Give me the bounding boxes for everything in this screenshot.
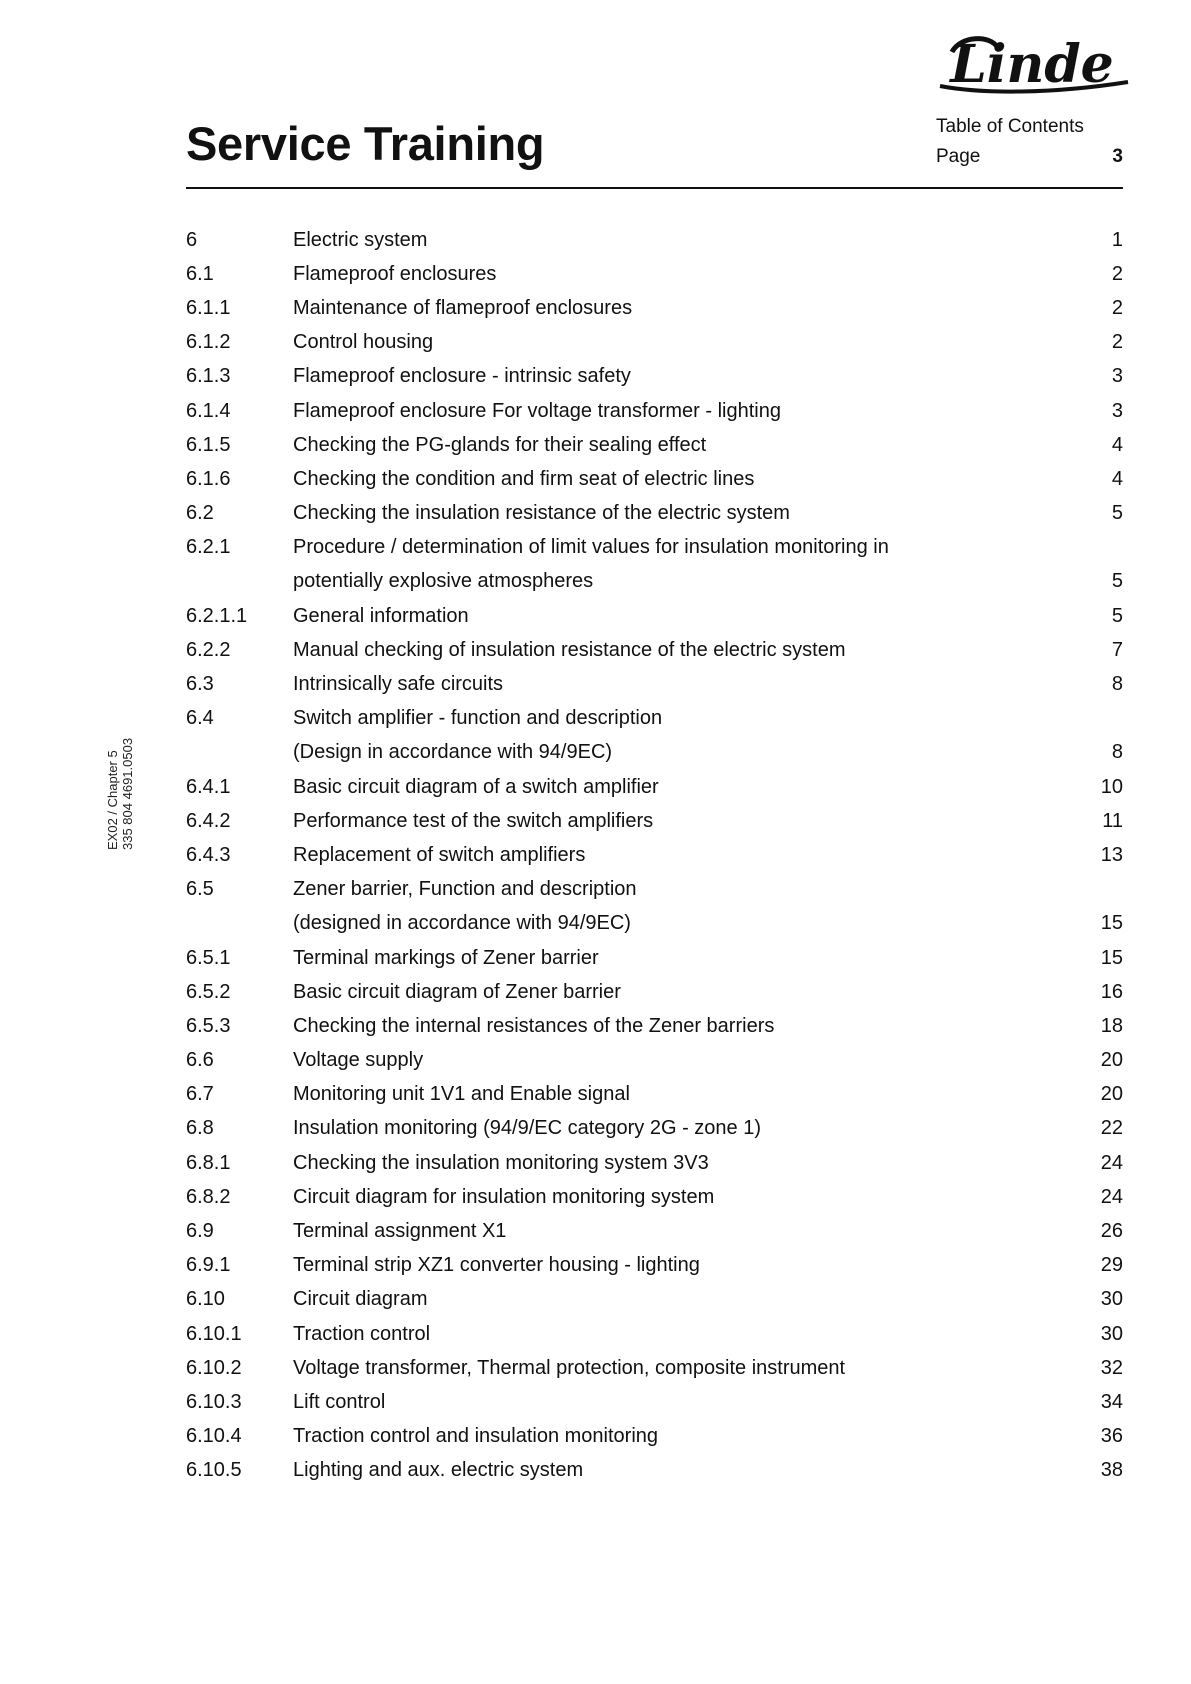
toc-page-number: 8 — [1111, 741, 1123, 764]
toc-entry — [186, 1146, 1123, 1180]
toc-section-title: Terminal markings of Zener barrier — [293, 946, 599, 969]
toc-page-number: 5 — [1111, 604, 1123, 627]
toc-entry — [186, 667, 1123, 701]
toc-entry — [186, 1454, 1123, 1488]
toc-page-number: 3 — [1111, 399, 1123, 422]
toc-section-title: Checking the internal resistances of the Zener barriers — [293, 1014, 775, 1037]
toc-section-number: 6.5 — [186, 878, 214, 901]
toc-page-number: 34 — [1100, 1390, 1123, 1413]
toc-entry — [186, 1249, 1123, 1283]
toc-section-title: (Design in accordance with 94/9EC) — [293, 741, 613, 764]
toc-section-title: Lift control — [293, 1390, 386, 1413]
toc-section-number: 6.10.5 — [186, 1459, 242, 1482]
toc-section-number: 6.4 — [186, 707, 214, 730]
toc-section-title: Maintenance of flameproof enclosures — [293, 296, 633, 319]
header-meta — [936, 112, 1123, 172]
toc-entry — [186, 360, 1123, 394]
toc-section-number: 6 — [186, 228, 198, 251]
toc-entry — [186, 1351, 1123, 1385]
side-note-line-1: EX02 / Chapter 5 — [105, 750, 120, 850]
toc-entry — [186, 531, 1123, 565]
toc-page-number: 5 — [1111, 502, 1123, 525]
toc-section-number: 6.5.1 — [186, 946, 231, 969]
toc-entry — [186, 428, 1123, 462]
toc-section-number: 6.10.2 — [186, 1356, 242, 1379]
toc-page-number: 38 — [1100, 1459, 1123, 1482]
toc-page-number: 2 — [1111, 296, 1123, 319]
toc-section-title: Switch amplifier - function and description — [293, 707, 663, 730]
toc-entry — [186, 497, 1123, 531]
page-number-row — [936, 142, 1123, 172]
toc-page-number: 18 — [1100, 1014, 1123, 1037]
toc-entry — [186, 838, 1123, 872]
toc-section-number: 6.1.5 — [186, 433, 231, 456]
toc-entry — [186, 1317, 1123, 1351]
toc-page-number: 8 — [1111, 673, 1123, 696]
toc-page-number: 30 — [1100, 1288, 1123, 1311]
toc-entry — [186, 736, 1123, 770]
toc-section-number: 6.10.1 — [186, 1322, 242, 1345]
toc-section-number: 6.5.2 — [186, 980, 231, 1003]
toc-entry — [186, 1112, 1123, 1146]
toc-page-number: 3 — [1111, 365, 1123, 388]
toc-entry — [186, 702, 1123, 736]
toc-page-number: 32 — [1100, 1356, 1123, 1379]
toc-page-number: 7 — [1111, 638, 1123, 661]
toc-page-number: 15 — [1100, 946, 1123, 969]
toc-section-title: Basic circuit diagram of a switch amplifier — [293, 775, 659, 798]
toc-section-title: (designed in accordance with 94/9EC) — [293, 912, 631, 935]
toc-page-number: 15 — [1100, 912, 1123, 935]
toc-section-title: Procedure / determination of limit values for insulation monitoring in — [293, 536, 889, 559]
toc-section-title: General information — [293, 604, 469, 627]
toc-page-number: 10 — [1100, 775, 1123, 798]
toc-entry — [186, 804, 1123, 838]
toc-section-title: Circuit diagram — [293, 1288, 428, 1311]
toc-page-number: 13 — [1100, 843, 1123, 866]
page-title: Service Training — [186, 117, 545, 170]
toc-page-number: 24 — [1100, 1151, 1123, 1174]
toc-section-number: 6.1 — [186, 262, 214, 285]
toc-entry — [186, 223, 1123, 257]
toc-page-number: 16 — [1100, 980, 1123, 1003]
svg-text:Linde: Linde — [950, 34, 1114, 95]
toc-entry — [186, 257, 1123, 291]
toc-section-number: 6.10 — [186, 1288, 225, 1311]
toc-section-number: 6.7 — [186, 1083, 214, 1106]
toc-section-number: 6.4.2 — [186, 809, 231, 832]
toc-entry — [186, 1283, 1123, 1317]
toc-section-title: Flameproof enclosures — [293, 262, 497, 285]
toc-page-number: 11 — [1102, 809, 1123, 832]
toc-section-title: Circuit diagram for insulation monitoring system — [293, 1185, 715, 1208]
toc-section-title: Lighting and aux. electric system — [293, 1459, 584, 1482]
toc-entry — [186, 633, 1123, 667]
toc-entry — [186, 873, 1123, 907]
toc-page-number: 20 — [1100, 1049, 1123, 1072]
toc-entry — [186, 565, 1123, 599]
header-divider — [186, 187, 1123, 189]
toc-entry — [186, 1214, 1123, 1248]
toc-section-number: 6.1.4 — [186, 399, 231, 422]
toc-section-number: 6.9.1 — [186, 1254, 231, 1277]
toc-section-number: 6.10.4 — [186, 1425, 242, 1448]
toc-section-title: Monitoring unit 1V1 and Enable signal — [293, 1083, 630, 1106]
toc-section-number: 6.1.6 — [186, 467, 231, 490]
toc-section-title: Checking the insulation monitoring system 3V3 — [293, 1151, 709, 1174]
toc-section-number: 6.2 — [186, 502, 214, 525]
toc-entry — [186, 1385, 1123, 1419]
toc-entry — [186, 941, 1123, 975]
toc-section-number: 6.9 — [186, 1220, 214, 1243]
toc-section-title: Checking the insulation resistance of the electric system — [293, 502, 790, 525]
toc-section-title: Terminal assignment X1 — [293, 1220, 507, 1243]
toc-page-number: 2 — [1111, 262, 1123, 285]
toc-entry — [186, 326, 1123, 360]
toc-page-number: 4 — [1111, 433, 1123, 456]
toc-section-title: Performance test of the switch amplifiers — [293, 809, 654, 832]
toc-page-number: 26 — [1100, 1220, 1123, 1243]
toc-page-number: 24 — [1100, 1185, 1123, 1208]
toc-section-number: 6.8 — [186, 1117, 214, 1140]
toc-section-number: 6.8.1 — [186, 1151, 231, 1174]
toc-section-title: Checking the PG-glands for their sealing effect — [293, 433, 707, 456]
toc-section-title: Terminal strip XZ1 converter housing - lighting — [293, 1254, 700, 1277]
toc-section-number: 6.4.1 — [186, 775, 231, 798]
toc-page-number: 5 — [1111, 570, 1123, 593]
toc-section-title: Voltage supply — [293, 1049, 424, 1072]
section-label: Table of Contents — [936, 116, 1084, 137]
toc-page-number: 36 — [1100, 1425, 1123, 1448]
toc-page-number: 2 — [1111, 331, 1123, 354]
toc-section-number: 6.3 — [186, 673, 214, 696]
page-label: Page — [936, 146, 981, 167]
toc-section-title: Basic circuit diagram of Zener barrier — [293, 980, 621, 1003]
toc-entry — [186, 1044, 1123, 1078]
toc-section-number: 6.8.2 — [186, 1185, 231, 1208]
toc-page-number: 22 — [1100, 1117, 1123, 1140]
toc-entry — [186, 1180, 1123, 1214]
toc-entry — [186, 1078, 1123, 1112]
toc-entry — [186, 291, 1123, 325]
toc-entry — [186, 1420, 1123, 1454]
toc-page-number: 1 — [1111, 228, 1123, 251]
toc-page-number: 30 — [1100, 1322, 1123, 1345]
toc-section-title: Traction control — [293, 1322, 431, 1345]
toc-section-title: Traction control and insulation monitoring — [293, 1425, 659, 1448]
toc-entry — [186, 907, 1123, 941]
toc-section-title: Control housing — [293, 331, 434, 354]
toc-section-number: 6.5.3 — [186, 1014, 231, 1037]
toc-page-number: 29 — [1100, 1254, 1123, 1277]
toc-section-title: Intrinsically safe circuits — [293, 673, 504, 696]
toc-page-number: 20 — [1100, 1083, 1123, 1106]
toc-page-number: 4 — [1111, 467, 1123, 490]
toc-section-title: Insulation monitoring (94/9/EC category 2G - zone 1) — [293, 1117, 762, 1140]
toc-section-number: 6.2.1.1 — [186, 604, 248, 627]
toc-section-number: 6.6 — [186, 1049, 214, 1072]
toc-entry — [186, 975, 1123, 1009]
toc-entry — [186, 1009, 1123, 1043]
section-label-row — [936, 112, 1123, 142]
toc-entry — [186, 462, 1123, 496]
toc-entry — [186, 770, 1123, 804]
toc-section-number: 6.1.1 — [186, 296, 231, 319]
page-number: 3 — [1112, 146, 1123, 167]
toc-section-number: 6.2.2 — [186, 638, 231, 661]
toc-section-title: Replacement of switch amplifiers — [293, 843, 586, 866]
toc-section-number: 6.4.3 — [186, 843, 231, 866]
toc-entry — [186, 599, 1123, 633]
table-of-contents — [186, 223, 1123, 1488]
toc-section-title: Electric system — [293, 228, 428, 251]
toc-section-title: Manual checking of insulation resistance of the electric system — [293, 638, 846, 661]
side-note-line-2: 335 804 4691.0503 — [120, 737, 135, 850]
toc-section-title: potentially explosive atmospheres — [293, 570, 594, 593]
toc-section-title: Voltage transformer, Thermal protection, composite instrument — [293, 1356, 846, 1379]
toc-section-title: Zener barrier, Function and description — [293, 878, 637, 901]
toc-section-number: 6.1.2 — [186, 331, 231, 354]
toc-entry — [186, 394, 1123, 428]
toc-section-number: 6.10.3 — [186, 1390, 242, 1413]
side-document-code — [105, 738, 135, 850]
toc-section-number: 6.2.1 — [186, 536, 231, 559]
linde-logo — [932, 30, 1132, 100]
toc-section-number: 6.1.3 — [186, 365, 231, 388]
toc-section-title: Flameproof enclosure - intrinsic safety — [293, 365, 631, 388]
toc-section-title: Flameproof enclosure For voltage transformer - lighting — [293, 399, 781, 422]
toc-section-title: Checking the condition and firm seat of electric lines — [293, 467, 755, 490]
